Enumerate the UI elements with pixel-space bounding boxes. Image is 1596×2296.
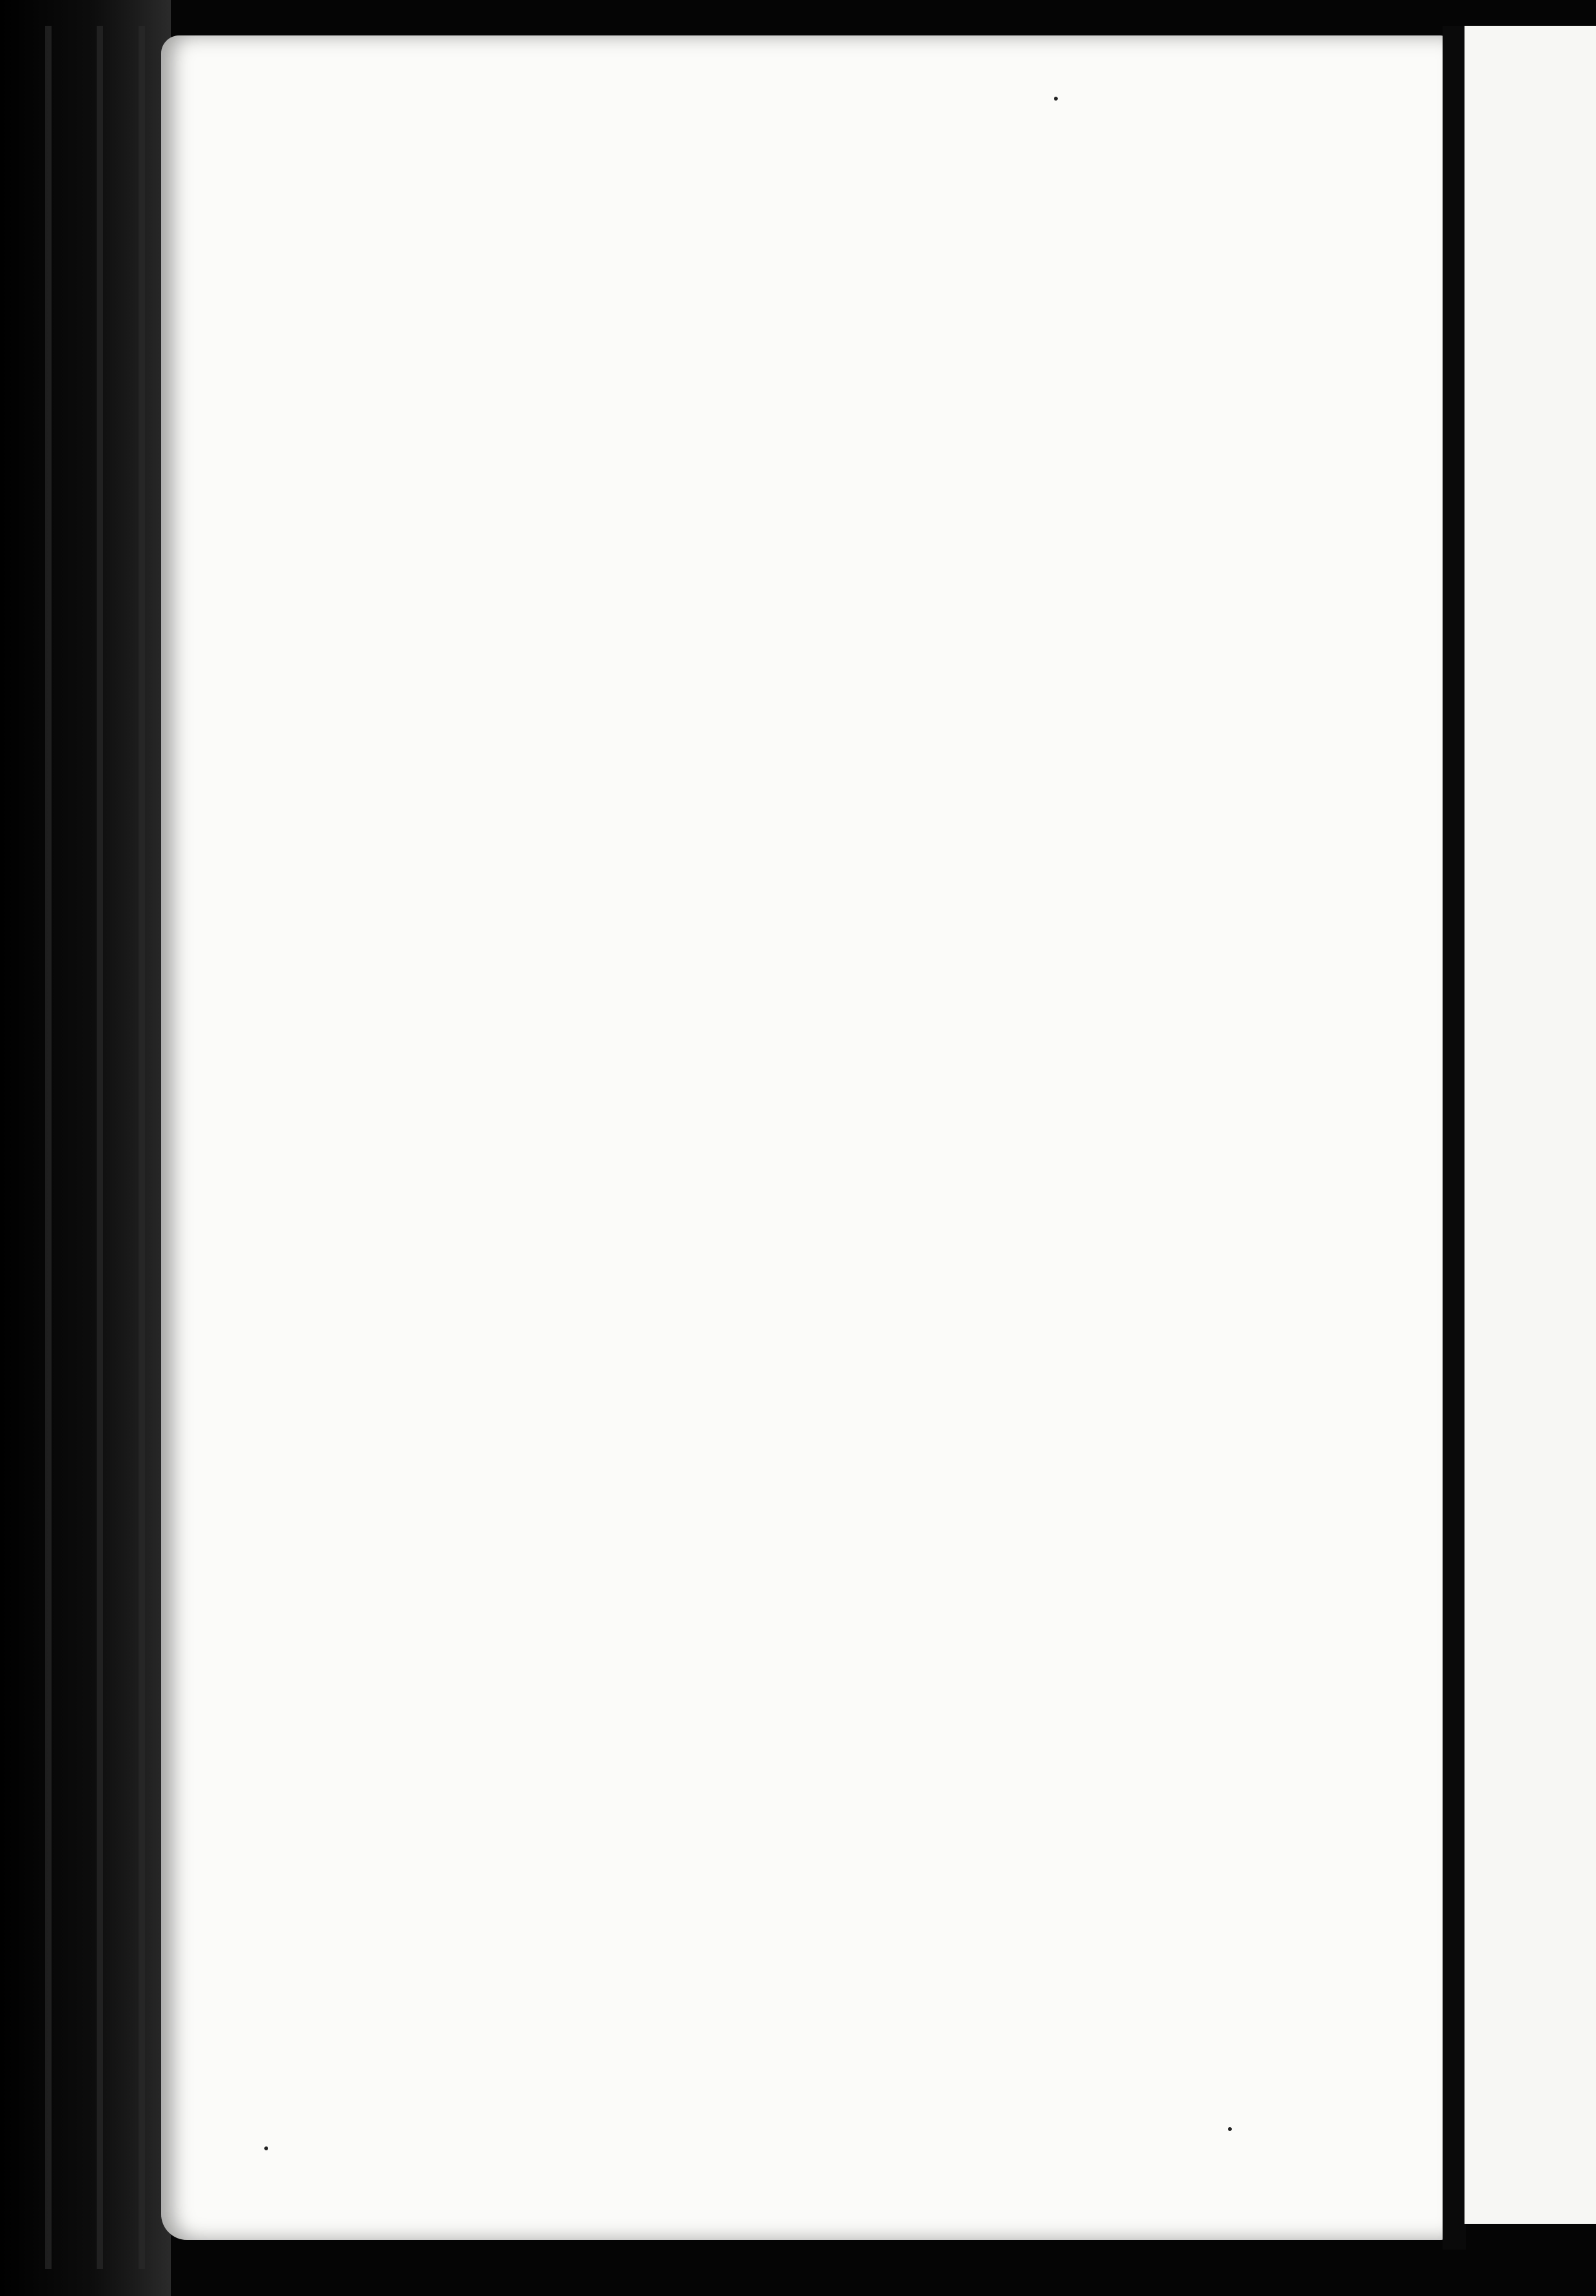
- binding-shadow: [97, 26, 103, 2269]
- facing-page: [1465, 26, 1596, 2224]
- book-page: [161, 35, 1447, 2240]
- paper-speck: [1054, 97, 1058, 101]
- paper-speck: [1228, 2127, 1232, 2131]
- binding-shadow: [45, 26, 52, 2269]
- binding-shadow: [139, 26, 145, 2269]
- book-gutter: [0, 0, 171, 2296]
- paper-speck: [264, 2146, 268, 2150]
- page-edge-shadow: [1443, 26, 1466, 2250]
